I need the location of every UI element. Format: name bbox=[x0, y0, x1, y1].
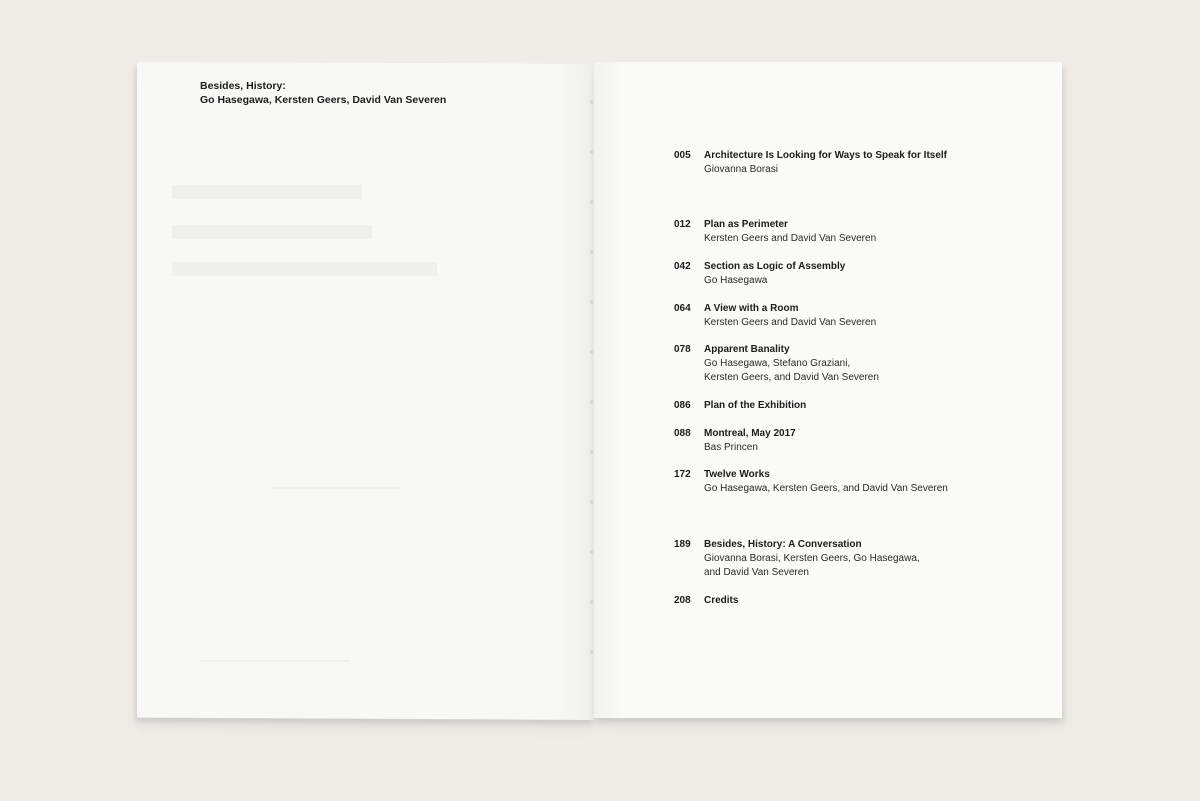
toc-page-number: 189 bbox=[674, 539, 691, 550]
toc-title: Apparent Banality bbox=[704, 344, 790, 355]
show-through-text bbox=[272, 487, 402, 489]
binding-stitch bbox=[590, 150, 593, 154]
toc-page-number: 172 bbox=[674, 469, 691, 480]
binding-stitch bbox=[590, 250, 593, 254]
binding-stitch bbox=[590, 400, 593, 404]
show-through-text bbox=[172, 185, 362, 199]
toc-author: Giovanna Borasi bbox=[704, 164, 778, 175]
toc-page-number: 208 bbox=[674, 595, 691, 606]
binding-stitch bbox=[590, 300, 593, 304]
toc-page-number: 005 bbox=[674, 150, 691, 161]
binding-stitch bbox=[590, 350, 593, 354]
toc-title: Twelve Works bbox=[704, 469, 770, 480]
toc-title: Section as Logic of Assembly bbox=[704, 261, 846, 272]
show-through-text bbox=[200, 660, 350, 662]
toc-author: Go Hasegawa, Kersten Geers, and David Van Severen bbox=[704, 483, 948, 494]
toc-page-number: 064 bbox=[674, 303, 691, 314]
toc-title: Plan as Perimeter bbox=[704, 219, 788, 230]
toc-page-number: 088 bbox=[674, 428, 691, 439]
toc-title: A View with a Room bbox=[704, 303, 799, 314]
binding-stitch bbox=[590, 550, 593, 554]
binding-stitch bbox=[590, 600, 593, 604]
left-page bbox=[137, 62, 594, 720]
book-title: Besides, History: bbox=[200, 80, 286, 92]
toc-page-number: 078 bbox=[674, 344, 691, 355]
binding-stitch bbox=[590, 200, 593, 204]
toc-author: Kersten Geers and David Van Severen bbox=[704, 317, 877, 328]
toc-author: Bas Princen bbox=[704, 442, 758, 453]
toc-title: Credits bbox=[704, 595, 739, 606]
toc-page-number: 012 bbox=[674, 219, 691, 230]
toc-author: Go Hasegawa, Stefano Graziani, Kersten Geers, and David Van Severen bbox=[704, 358, 879, 383]
toc-title: Architecture Is Looking for Ways to Speak for Itself bbox=[704, 150, 948, 161]
book-authors: Go Hasegawa, Kersten Geers, David Van Severen bbox=[200, 94, 447, 106]
toc-page-number: 042 bbox=[674, 261, 691, 272]
binding-stitch bbox=[590, 650, 593, 654]
toc-title: Plan of the Exhibition bbox=[704, 400, 807, 411]
show-through-text bbox=[172, 262, 437, 276]
binding-stitch bbox=[590, 100, 593, 104]
toc-title: Besides, History: A Conversation bbox=[704, 539, 862, 550]
binding-stitch bbox=[590, 500, 593, 504]
toc-author: Giovanna Borasi, Kersten Geers, Go Hasegawa, and David Van Severen bbox=[704, 553, 920, 578]
show-through-text bbox=[172, 225, 372, 239]
toc-author: Kersten Geers and David Van Severen bbox=[704, 233, 877, 244]
toc-page-number: 086 bbox=[674, 400, 691, 411]
book-title-header bbox=[200, 79, 446, 107]
toc-title: Montreal, May 2017 bbox=[704, 428, 796, 439]
binding-stitch bbox=[590, 450, 593, 454]
toc-author: Go Hasegawa bbox=[704, 275, 768, 286]
